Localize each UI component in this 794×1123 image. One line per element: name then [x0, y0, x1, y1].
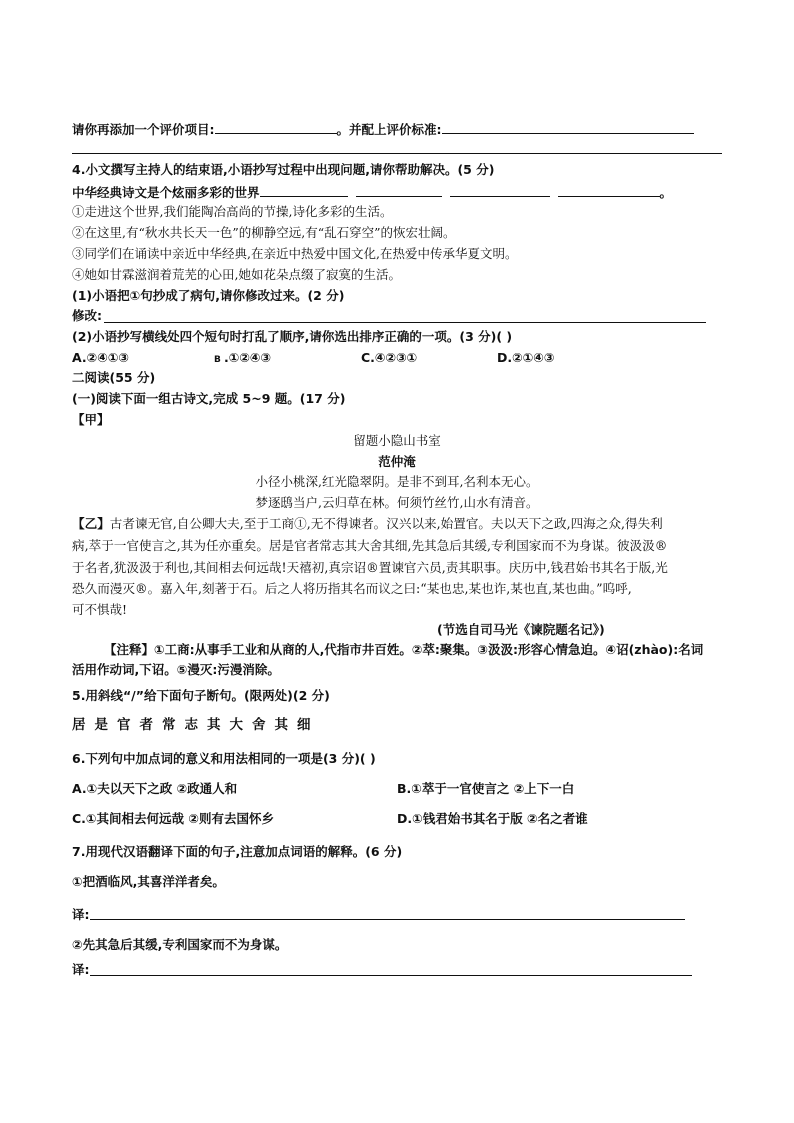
poem-title: 留题小隐山书室	[353, 433, 441, 448]
q5-sentence[interactable]: 居是官者常志其大舍其细	[72, 717, 320, 733]
text-yi-line-4: 恐久而漫灭®。嘉入年,刻著于石。后之人将历指其名而议之曰:“某也忠,某也诈,某也直,某也曲。”呜呼,	[72, 581, 632, 596]
q7-answer-rule-2[interactable]	[90, 975, 692, 976]
q7-translate-label-2: 译:	[72, 962, 90, 977]
q4-lead-end: 。	[659, 185, 673, 200]
q4-blank-1[interactable]	[260, 183, 348, 197]
q7-stem: 7.用现代汉语翻译下面的句子,注意加点词语的解释。(6 分)	[72, 844, 403, 859]
q4-option-b[interactable]	[214, 350, 271, 368]
q4-sentence-2: ②在这里,有“秋水共长天一色”的柳静空远,有“乱石穿空”的恢宏壮阔。	[72, 225, 456, 240]
q7-translate-label-1: 译:	[72, 907, 90, 922]
eval-item-blank[interactable]	[215, 120, 337, 134]
section-2-heading: 二阅读(55 分)	[72, 370, 156, 385]
text-yi-line-2: 病,萃于一官使言之,其为任亦重矣。居是官者常志其大舍其细,先其急后其缓,专利国家而不为身谋。彼汲汲®	[72, 538, 668, 553]
poem-author: 范仲淹	[378, 454, 416, 469]
q4-sub1: (1)小语把①句抄成了病句,请你修改过来。(2 分)	[72, 288, 345, 303]
eval-standard-blank[interactable]	[442, 120, 694, 134]
q4-blank-3[interactable]	[450, 183, 550, 197]
notes-line-1: 【注释】①工商:从事手工业和从商的人,代指市井百姓。②萃:聚集。③汲汲:形容心情急迫。④诏(zhào):名词	[104, 642, 704, 657]
q5-stem: 5.用斜线“/”给下面句子断句。(限两处)(2 分)	[72, 688, 330, 703]
q6-option-d[interactable]: D.①钱君始书其名于版 ②名之者谁	[397, 811, 588, 826]
q7-sentence-2: ②先其急后其缓,专利国家而不为身谋。	[72, 937, 288, 952]
q4-sub2: (2)小语抄写横线处四个短句时打乱了顺序,请你选出排序正确的一项。(3 分)( )	[72, 329, 513, 344]
q6-option-c[interactable]: C.①其间相去何远哉 ②则有去国怀乡	[72, 811, 274, 826]
eval-item-prompt: 请你再添加一个评价项目:	[72, 122, 215, 137]
q7-answer-rule-1[interactable]	[90, 919, 685, 920]
q4-lead-text: 中华经典诗文是个炫丽多彩的世界	[72, 185, 260, 200]
q4-fix-rule[interactable]	[104, 322, 706, 323]
text-yi-line-5: 可不惧哉!	[72, 602, 128, 617]
text-yi-line-1	[72, 516, 663, 532]
text-yi-label: 【乙】	[72, 516, 110, 531]
q4-option-d[interactable]: D.②①④③	[497, 350, 555, 365]
poem-line-1: 小径小桃深,红光隐翠阴。是非不到耳,名利本无心。	[255, 474, 539, 489]
text-yi-line-3: 于名者,犹汲汲于利也,其间相去何远哉!天禧初,真宗诏®置谏官六员,责其职事。庆历中,钱君始书其名于版,光	[72, 560, 668, 575]
q4-blank-4[interactable]	[558, 183, 660, 197]
q6-option-a[interactable]: A.①夫以天下之政 ②政通人和	[72, 781, 238, 796]
answer-rule[interactable]	[72, 153, 722, 154]
q6-stem: 6.下列句中加点词的意义和用法相同的一项是(3 分)( )	[72, 751, 376, 766]
q4-option-c[interactable]: C.④②③①	[361, 350, 418, 365]
q4-lead-line	[72, 183, 672, 201]
eval-item-line	[72, 120, 694, 138]
q4-fix-label: 修改:	[72, 308, 102, 323]
q4-sentence-4: ④她如甘霖滋润着荒芜的心田,她如花朵点缀了寂寞的生活。	[72, 267, 401, 282]
q4-sentence-1: ①走进这个世界,我们能陶冶高尚的节操,诗化多彩的生活。	[72, 204, 393, 219]
q4-option-b-text: .①②④③	[224, 350, 272, 365]
q4-stem: 4.小文撰写主持人的结束语,小语抄写过程中出现问题,请你帮助解决。(5 分)	[72, 162, 495, 177]
q4-blank-2[interactable]	[356, 183, 442, 197]
text-jia-label: 【甲】	[72, 412, 110, 427]
eval-standard-prompt: 。并配上评价标准:	[336, 122, 442, 137]
q4-option-a[interactable]: A.②④①③	[72, 350, 129, 365]
text-yi-body-1: 古者谏无官,自公卿大夫,至于工商①,无不得谏者。汉兴以来,始置官。夫以天下之政,四海之众,得失利	[109, 516, 663, 531]
q7-sentence-1: ①把酒临风,其喜洋洋者矣。	[72, 874, 225, 889]
part-1-heading: (一)阅读下面一组古诗文,完成 5~9 题。(17 分)	[72, 391, 346, 406]
q4-sentence-3: ③同学们在诵读中亲近中华经典,在亲近中热爱中国文化,在热爱中传承华夏文明。	[72, 246, 518, 261]
text-yi-source: (节选自司马光《谏院题名记》)	[437, 622, 605, 637]
notes-line-2: 活用作动词,下诏。⑤漫灭:污漫消除。	[72, 662, 280, 677]
poem-line-2: 梦逐鸱当户,云归草在林。何须竹丝竹,山水有清音。	[255, 495, 539, 510]
q4-option-b-letter: B	[214, 355, 224, 365]
q6-option-b[interactable]: B.①萃于一官使言之 ②上下一白	[397, 781, 575, 796]
